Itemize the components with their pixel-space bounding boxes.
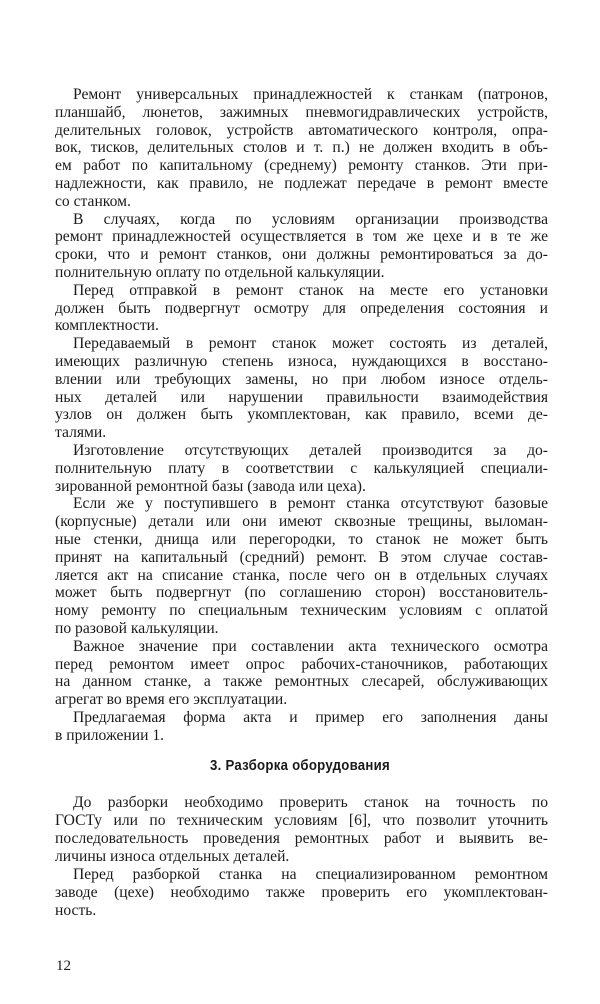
paragraph-line: вок, тисков, делительных столов и т. п.) не должен входить в объ- <box>55 139 548 157</box>
paragraph-line: может быть подвергнут (по соглашению сторон) восстановитель- <box>55 584 548 602</box>
paragraph-line: ных деталей или нарушении правильности взаимодействия <box>55 388 548 406</box>
paragraph-line: комплектности. <box>55 317 159 335</box>
paragraph-line: (корпусные) детали или они имеют сквозные трещины, выломан- <box>55 513 548 531</box>
paragraph-line: Важное значение при составлении акта технического осмотра <box>73 637 548 655</box>
paragraph-line: надлежности, как правило, не подлежат передаче в ремонт вместе <box>55 175 548 192</box>
paragraph-line: ные стенки, днища или перегородки, то станок не может быть <box>55 531 548 548</box>
paragraph-line: принят на капитальный (средний) ремонт. В этом случае состав- <box>55 548 548 566</box>
paragraph-line: Изготовление отсутствующих деталей производится за до- <box>73 442 548 459</box>
paragraph-line: ляется акт на списание станка, после чего он в отдельных случаях <box>55 566 548 584</box>
paragraph-line: Ремонт универсальных принадлежностей к станкам (патронов, <box>73 86 548 103</box>
section-heading: 3. Разборка оборудования <box>210 757 390 774</box>
paragraph-line: Предлагаемая форма акта и пример его заполнения даны <box>73 709 548 726</box>
paragraph-line: по разовой калькуляции. <box>55 620 219 637</box>
paragraph-line: Перед отправкой в ремонт станок на месте его установки <box>73 281 548 299</box>
paragraph-line: ГОСТу или по техническим условиям [6], что позволит уточнить <box>55 812 548 829</box>
paragraph-line: Перед разборкой станка на специализированном ремонтном <box>73 866 548 883</box>
paragraph-line: зированной ремонтной базы (завода или цеха). <box>55 477 366 495</box>
paragraph-line: личины износа отдельных деталей. <box>55 848 290 865</box>
paragraph-line: В случаях, когда по условиям организации производства <box>73 210 548 228</box>
paragraph-line: планшайб, люнетов, зажимных пневмогидравлических устройств, <box>55 103 548 121</box>
paragraph-line: делительных головок, устройств автоматического контроля, опра- <box>55 121 548 139</box>
paragraph-line: ному ремонту по специальным техническим условиям с оплатой <box>55 602 548 620</box>
paragraph-line: должен быть подвергнут осмотру для определения состояния и <box>55 299 548 317</box>
paragraph-line: Если же у поступившего в ремонт станка отсутствуют базовые <box>73 495 548 513</box>
paragraph-line: полнительную оплату по отдельной калькуляции. <box>55 264 385 281</box>
paragraph-line: заводе (цехе) необходимо также проверить его укомплектован- <box>55 884 548 901</box>
paragraph-line: агрегат во время его эксплуатации. <box>55 691 288 709</box>
paragraph-line: влении или требующих замены, но при любом износе отдель- <box>55 370 548 388</box>
paragraph-line: сроки, что и ремонт станков, они должны ремонтироваться за до- <box>55 246 548 264</box>
paragraph-line: талями. <box>55 424 107 442</box>
paragraph-line: ремонт принадлежностей осуществляется в том же цехе и в те же <box>55 228 548 246</box>
paragraph-line: на данном станке, а также ремонтных слесарей, обслуживающих <box>55 673 548 691</box>
page-number: 12 <box>56 958 71 974</box>
paragraph-line: ем работ по капитальному (среднему) ремонту станков. Эти при- <box>55 157 548 175</box>
paragraph-line: со станком. <box>55 192 131 210</box>
paragraph-line: Передаваемый в ремонт станок может состоять из деталей, <box>73 335 548 353</box>
paragraph-line: узлов он должен быть укомплектован, как правило, всеми де- <box>55 406 548 424</box>
paragraph-line: До разборки необходимо проверить станок на точность по <box>73 794 548 811</box>
paragraph-line: имеющих различную степень износа, нуждающихся в восстано- <box>55 353 548 370</box>
paragraph-line: в приложении 1. <box>55 726 165 744</box>
paragraph-line: последовательность проведения ремонтных работ и выявить ве- <box>55 830 548 847</box>
paragraph-line: полнительную плату в соответствии с калькуляцией специали- <box>55 459 548 477</box>
paragraph-line: ность. <box>55 902 97 919</box>
paragraph-line: перед ремонтом имеет опрос рабочих-станочников, работающих <box>55 655 548 673</box>
